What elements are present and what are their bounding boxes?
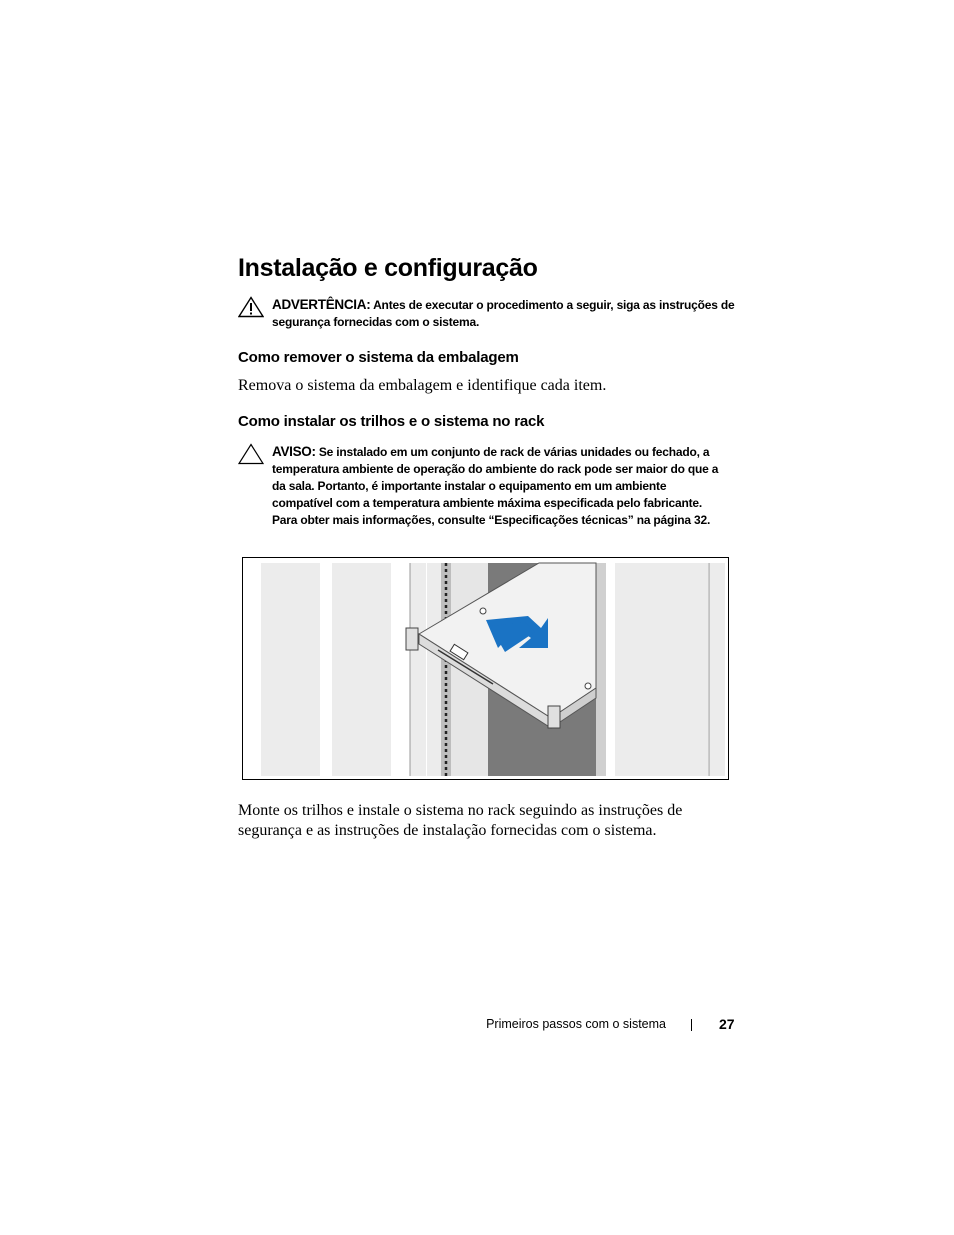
unpack-instructions: Remova o sistema da embalagem e identifique cada item. — [238, 377, 607, 394]
warning-label: ADVERTÊNCIA: — [272, 297, 371, 312]
caution-label: AVISO: — [272, 444, 316, 459]
section-heading-unpack: Como remover o sistema da embalagem — [238, 349, 519, 366]
server-rack-illustration — [243, 558, 729, 780]
warning-triangle-icon — [238, 296, 264, 318]
page-footer — [0, 1015, 954, 1035]
caution-notice — [238, 443, 728, 529]
warning-notice — [238, 296, 738, 331]
rack-install-instructions: Monte os trilhos e instale o sistema no rack seguindo as instruções de segurança e as instruções de instalação fornecidas com o sistema. — [238, 802, 683, 839]
page-number: 27 — [719, 1016, 735, 1032]
rack-installation-figure — [242, 557, 729, 780]
caution-triangle-icon — [238, 443, 264, 465]
footer-divider — [691, 1019, 692, 1031]
warning-text: Antes de executar o procedimento a seguir, siga as instruções de segurança fornecidas com o sistema. — [272, 298, 735, 329]
page-title: Instalação e configuração — [238, 254, 538, 282]
section-heading-rack-install: Como instalar os trilhos e o sistema no rack — [238, 413, 545, 430]
footer-section-title: Primeiros passos com o sistema — [486, 1017, 666, 1031]
caution-text: Se instalado em um conjunto de rack de várias unidades ou fechado, a temperatura ambiente de operação do ambiente do rack pode ser maior do que a da sala. Portanto, é importante instalar o equipamento em um ambiente compatível com a temperatura ambiente máxima especificada pelo fabricante. Para obter mais informações, consulte “Especificações técnicas” na página 32. — [272, 445, 719, 527]
